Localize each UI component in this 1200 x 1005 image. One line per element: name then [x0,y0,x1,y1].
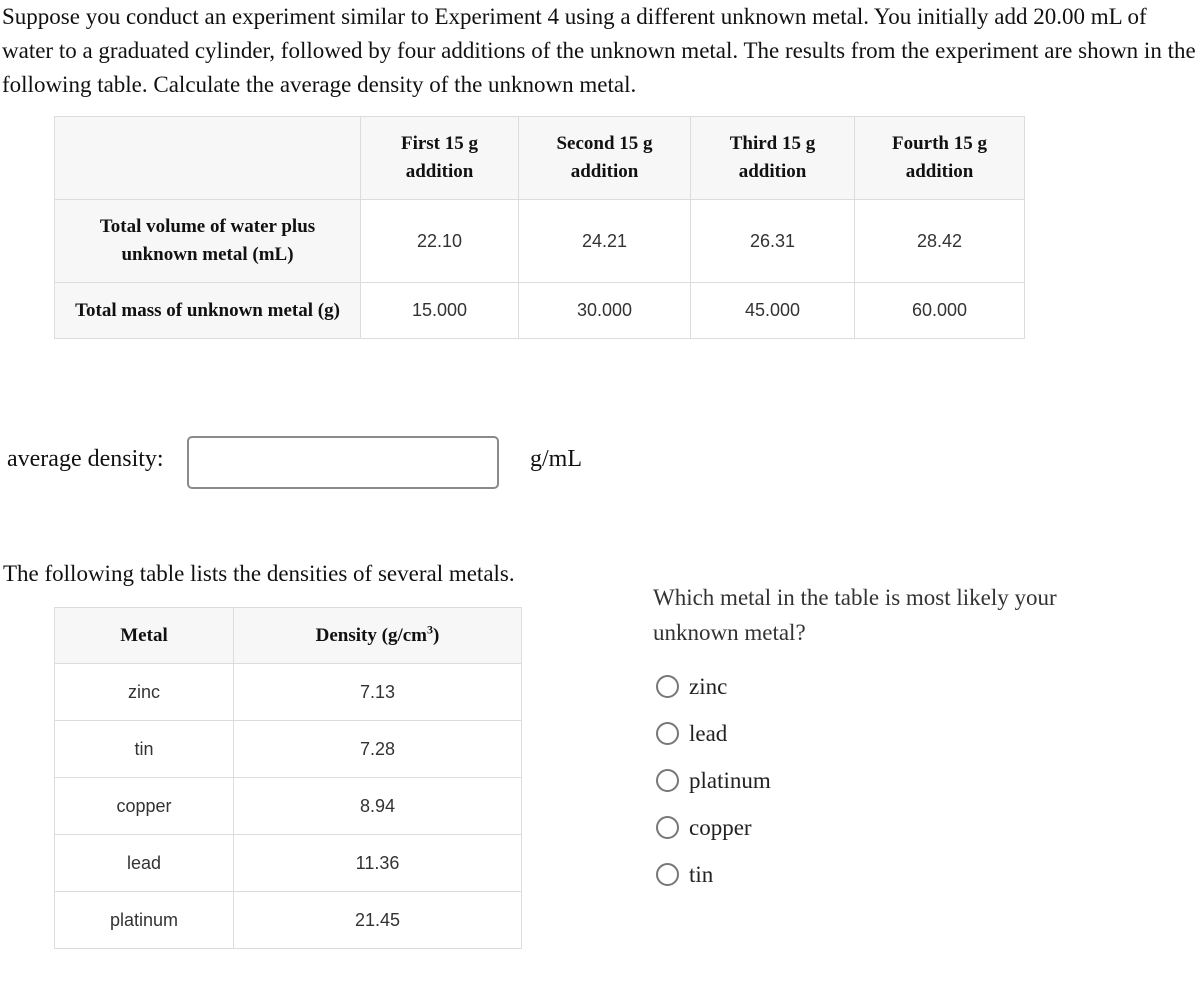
option-label: copper [689,814,752,840]
volume-cell: 22.10 [361,200,519,283]
option-platinum[interactable] [656,757,771,804]
header-density: Density $(g/cm^3)$ [234,608,522,664]
column-header-second: Second 15 g addition [519,117,691,200]
density-value-cell: 11.36 [234,835,522,892]
option-label: platinum [689,767,771,793]
average-density-label: average density: [7,446,164,472]
problem-statement: Suppose you conduct an experiment similar to Experiment 4 using a different unknown metal. You initially add 20.00 mL of water to a graduated cylinder, followed by four additions of the unknown metal. The results from the experiment are shown in the following table. Calculate the average density of the unknown metal. [2,4,1196,97]
option-lead[interactable] [656,710,771,757]
volume-cell: 28.42 [855,200,1025,283]
table-row [55,721,522,778]
volume-cell: 24.21 [519,200,691,283]
density-table-caption: The following table lists the densities of several metals. [3,561,515,586]
column-header-third: Third 15 g addition [691,117,855,200]
column-header-fourth: Fourth 15 g addition [855,117,1025,200]
option-label: tin [689,861,714,887]
row-header-volume: Total volume of water plus unknown metal (mL) [55,200,361,283]
mass-cell: 15.000 [361,283,519,339]
option-copper[interactable] [656,804,771,851]
table-row [55,835,522,892]
radio-button[interactable] [656,769,679,792]
metal-question-prompt: Which metal in the table is most likely your unknown metal? [653,585,1057,645]
option-tin[interactable] [656,851,771,898]
average-density-input[interactable] [187,436,499,489]
table-row-volume [55,200,1025,283]
metal-name-cell: platinum [55,892,234,949]
density-value-cell: 7.28 [234,721,522,778]
table-header-row [55,117,1025,200]
mass-cell: 30.000 [519,283,691,339]
radio-button[interactable] [656,722,679,745]
table-row [55,892,522,949]
option-zinc[interactable] [656,663,771,710]
mass-cell: 45.000 [691,283,855,339]
volume-cell: 26.31 [691,200,855,283]
radio-button[interactable] [656,863,679,886]
column-header-first: First 15 g addition [361,117,519,200]
density-value-cell: 8.94 [234,778,522,835]
metal-name-cell: lead [55,835,234,892]
header-metal: Metal [55,608,234,664]
table-row [55,778,522,835]
radio-button[interactable] [656,816,679,839]
row-header-mass: Total mass of unknown metal (g) [55,283,361,339]
table-header-row [55,608,522,664]
experiment-results-table [54,116,1025,339]
metal-name-cell: tin [55,721,234,778]
table-row [55,664,522,721]
option-label: zinc [689,673,728,699]
density-value-cell: 21.45 [234,892,522,949]
metal-name-cell: zinc [55,664,234,721]
mass-cell: 60.000 [855,283,1025,339]
table-row-mass [55,283,1025,339]
metal-density-table [54,607,522,949]
radio-button[interactable] [656,675,679,698]
metal-options-radio-group [656,663,771,898]
average-density-unit: g/mL [530,446,582,472]
option-label: lead [689,720,728,746]
density-value-cell: 7.13 [234,664,522,721]
corner-header-cell [55,117,361,200]
metal-name-cell: copper [55,778,234,835]
